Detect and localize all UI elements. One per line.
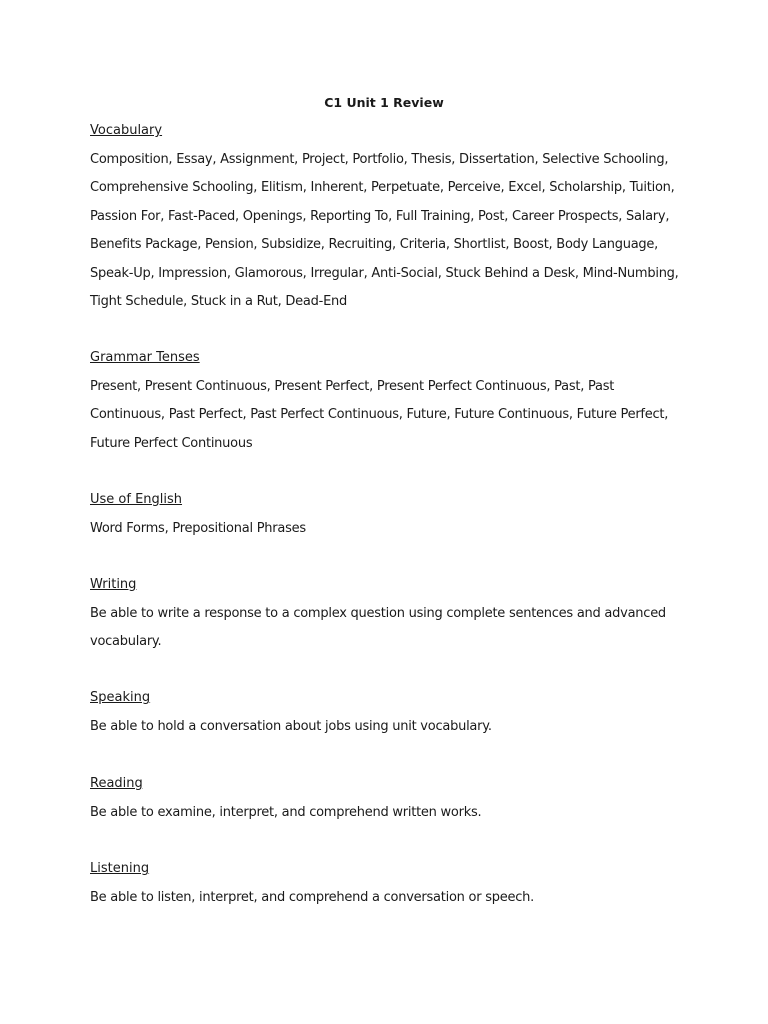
section-heading: Grammar Tenses xyxy=(90,350,200,365)
text-line: Word Forms, Prepositional Phrases xyxy=(90,520,306,536)
text-line: Future Perfect Continuous xyxy=(90,435,253,451)
section-heading: Listening xyxy=(90,861,150,876)
text-line: Continuous, Past Perfect, Past Perfect Continuous, Future, Future Continuous, Future Perfect, xyxy=(90,407,669,422)
section-heading: Reading xyxy=(90,776,143,791)
section-heading: Speaking xyxy=(90,690,151,705)
text-line: vocabulary. xyxy=(90,634,162,649)
section-writing xyxy=(90,571,680,657)
text-line: Comprehensive Schooling, Elitism, Inherent, Perpetuate, Perceive, Excel, Scholarship, Tuition, xyxy=(90,180,675,195)
text-line: Speak-Up, Impression, Glamorous, Irregular, Anti-Social, Stuck Behind a Desk, Mind-Numbing, xyxy=(90,265,679,281)
text-line: Composition, Essay, Assignment, Project, Portfolio, Thesis, Dissertation, Selective Schooling, xyxy=(90,151,669,167)
section-heading: Use of English xyxy=(90,492,183,507)
text-line: Be able to listen, interpret, and comprehend a conversation or speech. xyxy=(90,889,534,905)
section-listening xyxy=(90,855,680,912)
section-use-of-english xyxy=(90,486,680,543)
section-vocabulary xyxy=(90,117,680,317)
section-heading: Vocabulary xyxy=(90,123,163,138)
text-line: Be able to examine, interpret, and comprehend written works. xyxy=(90,804,482,820)
section-grammar-tenses xyxy=(90,344,680,458)
text-line: Passion For, Fast-Paced, Openings, Reporting To, Full Training, Post, Career Prospects, Salary, xyxy=(90,208,670,224)
text-line: Present, Present Continuous, Present Perfect, Present Perfect Continuous, Past, Past xyxy=(90,378,615,394)
text-line: Tight Schedule, Stuck in a Rut, Dead-End xyxy=(90,294,348,309)
text-line: Be able to hold a conversation about jobs using unit vocabulary. xyxy=(90,718,492,734)
section-speaking xyxy=(90,684,680,741)
page-title: C1 Unit 1 Review xyxy=(324,95,444,110)
text-line: Benefits Package, Pension, Subsidize, Recruiting, Criteria, Shortlist, Boost, Body Language, xyxy=(90,237,659,252)
section-heading: Writing xyxy=(90,577,137,592)
section-reading xyxy=(90,770,680,827)
text-line: Be able to write a response to a complex question using complete sentences and advanced xyxy=(90,605,666,621)
